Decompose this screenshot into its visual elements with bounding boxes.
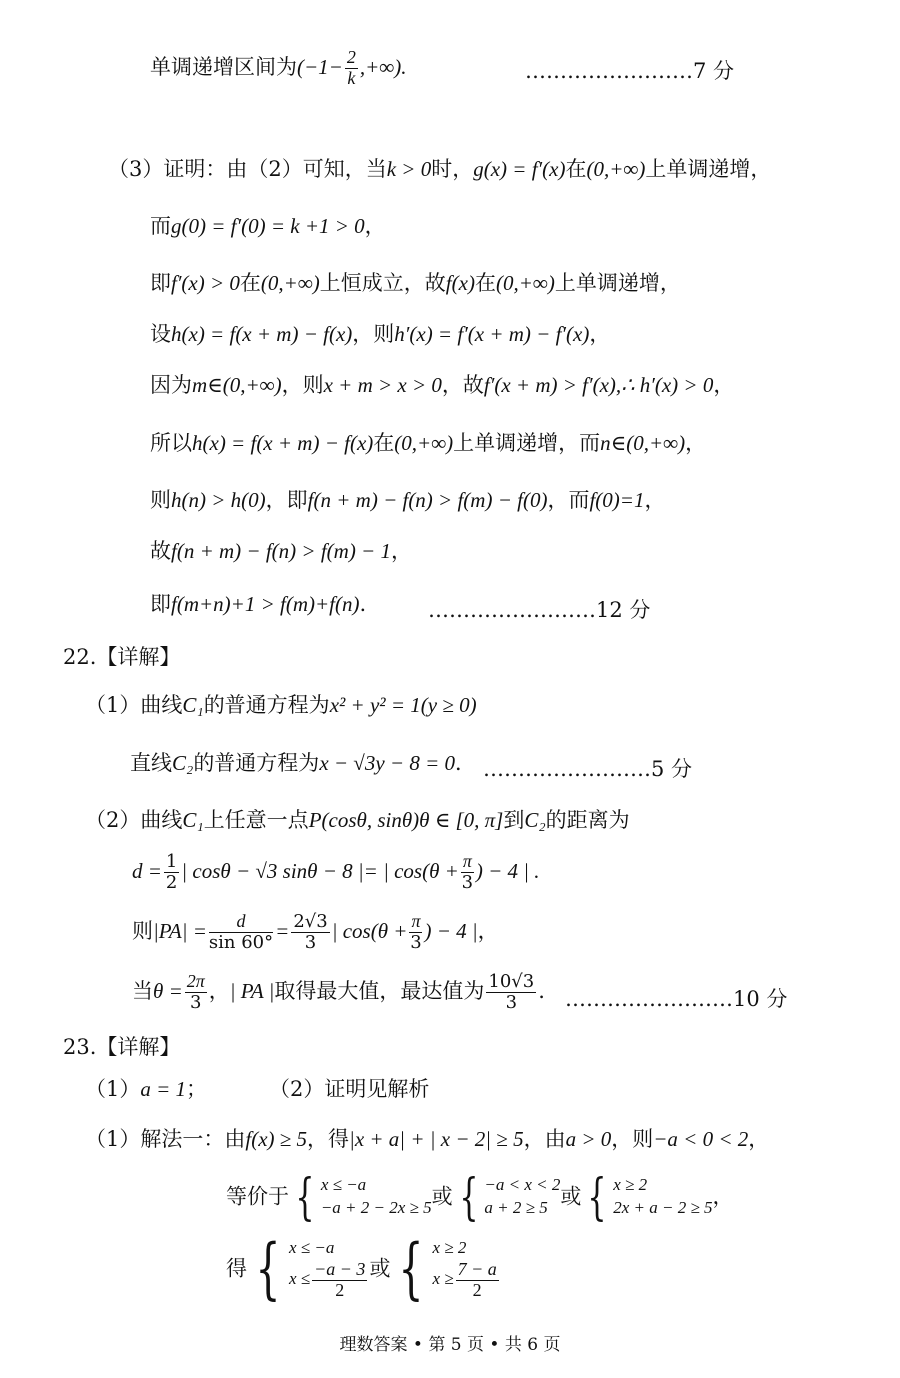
text: 上单调递增， [645, 157, 772, 181]
text: ， [364, 214, 386, 238]
math: k > 0 [386, 157, 432, 181]
frac-den: 3 [505, 991, 518, 1013]
math: f′(x) > 0 [171, 271, 240, 295]
text: （1） [85, 1077, 141, 1101]
math: (0,+∞) [260, 271, 320, 295]
text: （1）解法一：由 [85, 1127, 246, 1151]
text: 的普通方程为 [203, 693, 330, 717]
math: a = 1 [140, 1077, 187, 1101]
math: x ≥ [432, 1269, 454, 1289]
text: 即 [150, 271, 171, 295]
text: . [538, 978, 545, 1003]
math: f(0)=1 [589, 488, 645, 512]
text: 则 [132, 918, 153, 943]
math: (0,+∞) [495, 271, 555, 295]
case-system [247, 1230, 369, 1307]
frac-den: 3 [461, 871, 474, 893]
brace: { [398, 1230, 425, 1307]
proof-line-4 [150, 322, 610, 347]
math: x − √3y − 8 = 0 [319, 751, 455, 775]
text: （3）证明：由（2）可知，当 [108, 157, 387, 181]
q23-solution-line1 [85, 1127, 769, 1152]
q23-answers [85, 1077, 429, 1102]
math: m∈(0,+∞) [192, 373, 282, 397]
score-10: ……………………10 分 [565, 987, 788, 1011]
question-22-title: 22.【详解】 [63, 645, 181, 669]
fraction [461, 852, 474, 893]
text: ， [712, 1184, 734, 1209]
q22-part2-line1 [85, 808, 630, 833]
math: g(0) = f′(0) = k +1 > 0 [171, 214, 365, 238]
text: 等价于 [226, 1184, 289, 1209]
q22-part1-line2 [130, 751, 476, 776]
text: ． [455, 751, 476, 775]
case-line: 2x + a − 2 ≥ 5 [613, 1198, 713, 1217]
proof-line-9 [150, 592, 366, 617]
case-system [453, 1168, 561, 1226]
proof-line-2 [150, 214, 386, 239]
math: C₂ [172, 751, 194, 775]
case-line: x ≥ 2 [613, 1175, 648, 1195]
fraction [209, 912, 273, 953]
math: C₁ [182, 808, 204, 832]
fraction [164, 852, 179, 893]
case-line: x ≤ −a [289, 1238, 335, 1258]
text: 上恒成立，故 [319, 271, 446, 295]
score-12: ……………………12 分 [428, 598, 651, 622]
case-line [432, 1260, 500, 1301]
text: 当 [132, 978, 153, 1003]
q22-max-value [132, 972, 545, 1013]
frac-num: d [209, 912, 273, 933]
text: ， [644, 488, 666, 512]
proof-line-1 [108, 157, 771, 182]
text: ， [713, 373, 735, 397]
q22-distance-formula [132, 852, 540, 893]
math: (0,+∞) [394, 431, 454, 455]
page-footer: 理数答案 • 第 5 页 • 共 6 页 [339, 1335, 561, 1355]
case-system [581, 1168, 713, 1226]
text: 上单调递增，而 [453, 431, 601, 455]
text: ，则 [611, 1127, 654, 1151]
text: 而 [150, 214, 171, 238]
text: 上任意一点 [203, 808, 309, 832]
text: （2）曲线 [85, 808, 183, 832]
case-line: −a < x < 2 [484, 1175, 561, 1195]
frac-num: 1 [165, 851, 178, 872]
math: f(n + m) − f(n) > f(m) − f(0) [307, 488, 548, 512]
math: f′(x + m) > f′(x),∴ h′(x) > 0 [483, 373, 714, 397]
frac-den: k [347, 67, 356, 88]
question-23-title: 23.【详解】 [63, 1035, 181, 1059]
text: ， [477, 918, 499, 943]
fraction [409, 912, 422, 953]
math: |PA| = [153, 918, 207, 943]
math: f(x) ≥ 5 [245, 1127, 308, 1151]
text: 的普通方程为 [193, 751, 320, 775]
text: 因为 [150, 373, 192, 397]
text: （1）曲线 [85, 693, 183, 717]
fraction [456, 1260, 499, 1301]
text: ，即 [265, 488, 308, 512]
math: −a < 0 < 2 [653, 1127, 749, 1151]
brace: { [255, 1230, 281, 1307]
frac-num: π [462, 851, 472, 871]
frac-num: 2 [346, 47, 356, 67]
fraction [486, 972, 536, 1013]
math: f(n + m) − f(n) > f(m) − 1 [171, 539, 391, 563]
frac-num: 2π [186, 971, 205, 991]
proof-line-3 [150, 271, 681, 296]
text: . [359, 592, 367, 616]
math: a > 0 [565, 1127, 612, 1151]
frac-den: 3 [190, 991, 202, 1013]
case-line: x ≥ 2 [432, 1238, 467, 1258]
case-system [390, 1230, 500, 1307]
math: C₂ [524, 808, 546, 832]
frac-num: 10√3 [488, 971, 535, 992]
text: 单调递增区间为 [150, 54, 297, 79]
text: ，则 [352, 322, 395, 346]
frac-den: sin 60° [208, 931, 274, 953]
case-line: −a + 2 − 2x ≥ 5 [320, 1198, 432, 1217]
answer-line-increasing-interval [150, 48, 406, 89]
fraction [185, 972, 207, 1013]
math: (0,+∞) [586, 157, 646, 181]
math: n∈(0,+∞) [600, 431, 686, 455]
case-line [289, 1260, 369, 1301]
proof-line-8 [150, 539, 412, 564]
math: f(x) [445, 271, 475, 295]
q22-part1-line1 [85, 693, 477, 718]
text: 到 [503, 808, 525, 832]
text: 在 [239, 271, 261, 295]
text: ， [748, 1127, 770, 1151]
text: 即 [150, 592, 171, 616]
text: 直线 [130, 751, 172, 775]
text: 在 [474, 271, 496, 295]
text: ，则 [281, 373, 324, 397]
math: (−1− [297, 54, 343, 79]
text: 或 [369, 1256, 391, 1281]
math: θ = [153, 978, 183, 1003]
text: 取得最大值，最达值为 [274, 978, 485, 1003]
frac-den: 2 [472, 1279, 482, 1300]
math: g(x) = f′(x) [473, 157, 566, 181]
text: 在 [565, 157, 587, 181]
math: ,+∞). [359, 54, 407, 79]
math: | PA | [229, 978, 275, 1003]
text: ， [685, 431, 707, 455]
score-7: ……………………7 分 [525, 59, 735, 83]
math: ) − 4 | . [475, 858, 540, 883]
case-system [289, 1168, 432, 1226]
brace: { [587, 1168, 607, 1226]
text: ，得 [307, 1127, 350, 1151]
proof-line-5 [150, 373, 734, 398]
math: | cosθ − √3 sinθ − 8 |= | cos(θ + [181, 858, 459, 883]
frac-num: 7 − a [457, 1259, 497, 1280]
text: 故 [150, 539, 171, 563]
math: h(x) = f(x + m) − f(x) [192, 431, 374, 455]
frac-den: 2 [335, 1279, 345, 1300]
case-line: a + 2 ≥ 5 [484, 1198, 548, 1217]
math: x ≤ [289, 1269, 311, 1289]
frac-den: 2 [165, 871, 178, 893]
math: x² + y² = 1(y ≥ 0) [329, 693, 477, 717]
math: | cos(θ + [331, 918, 408, 943]
q23-equivalent-systems [226, 1168, 734, 1226]
frac-num: π [411, 911, 421, 931]
q22-pa-formula [132, 912, 499, 953]
text: ， [589, 322, 611, 346]
text: 时， [431, 157, 474, 181]
text: ， [208, 978, 230, 1003]
math: h′(x) = f′(x + m) − f′(x) [394, 322, 590, 346]
frac-den: 3 [304, 931, 317, 953]
text: 或 [560, 1184, 582, 1209]
case-line: x ≤ −a [320, 1175, 367, 1195]
q23-derived-systems [226, 1230, 501, 1307]
text: 得 [226, 1256, 247, 1281]
frac-den: 3 [410, 931, 422, 953]
text: 则 [150, 488, 171, 512]
math: = [275, 918, 290, 943]
text: 所以 [150, 431, 192, 455]
math: ) − 4 | [424, 918, 478, 943]
math: h(x) = f(x + m) − f(x) [171, 322, 353, 346]
proof-line-7 [150, 488, 665, 513]
proof-line-6 [150, 431, 706, 456]
fraction [291, 912, 329, 953]
text: ，由 [523, 1127, 566, 1151]
text: ，故 [441, 373, 484, 397]
math: d = [132, 858, 162, 883]
math: P(cosθ, sinθ)θ ∈ [0, π] [308, 808, 504, 832]
text: 在 [373, 431, 395, 455]
text: （2）证明见解析 [269, 1077, 430, 1101]
fraction [312, 1260, 367, 1301]
text: ，而 [547, 488, 590, 512]
brace: { [458, 1168, 479, 1226]
math: h(n) > h(0) [171, 488, 266, 512]
math: |x + a| + | x − 2| ≥ 5 [349, 1127, 524, 1151]
math: f(m+n)+1 > f(m)+f(n) [171, 592, 360, 616]
math: x + m > x > 0 [323, 373, 442, 397]
text: 的距离为 [545, 808, 630, 832]
text: ； [186, 1077, 208, 1101]
text: ， [390, 539, 412, 563]
score-5: ……………………5 分 [483, 757, 693, 781]
brace: { [295, 1168, 315, 1226]
text: 设 [150, 322, 171, 346]
frac-num: 2√3 [293, 911, 328, 932]
text: 或 [431, 1184, 453, 1209]
frac-num: −a − 3 [314, 1259, 366, 1280]
fraction [345, 48, 358, 89]
math: C₁ [182, 693, 204, 717]
text: 上单调递增， [554, 271, 681, 295]
